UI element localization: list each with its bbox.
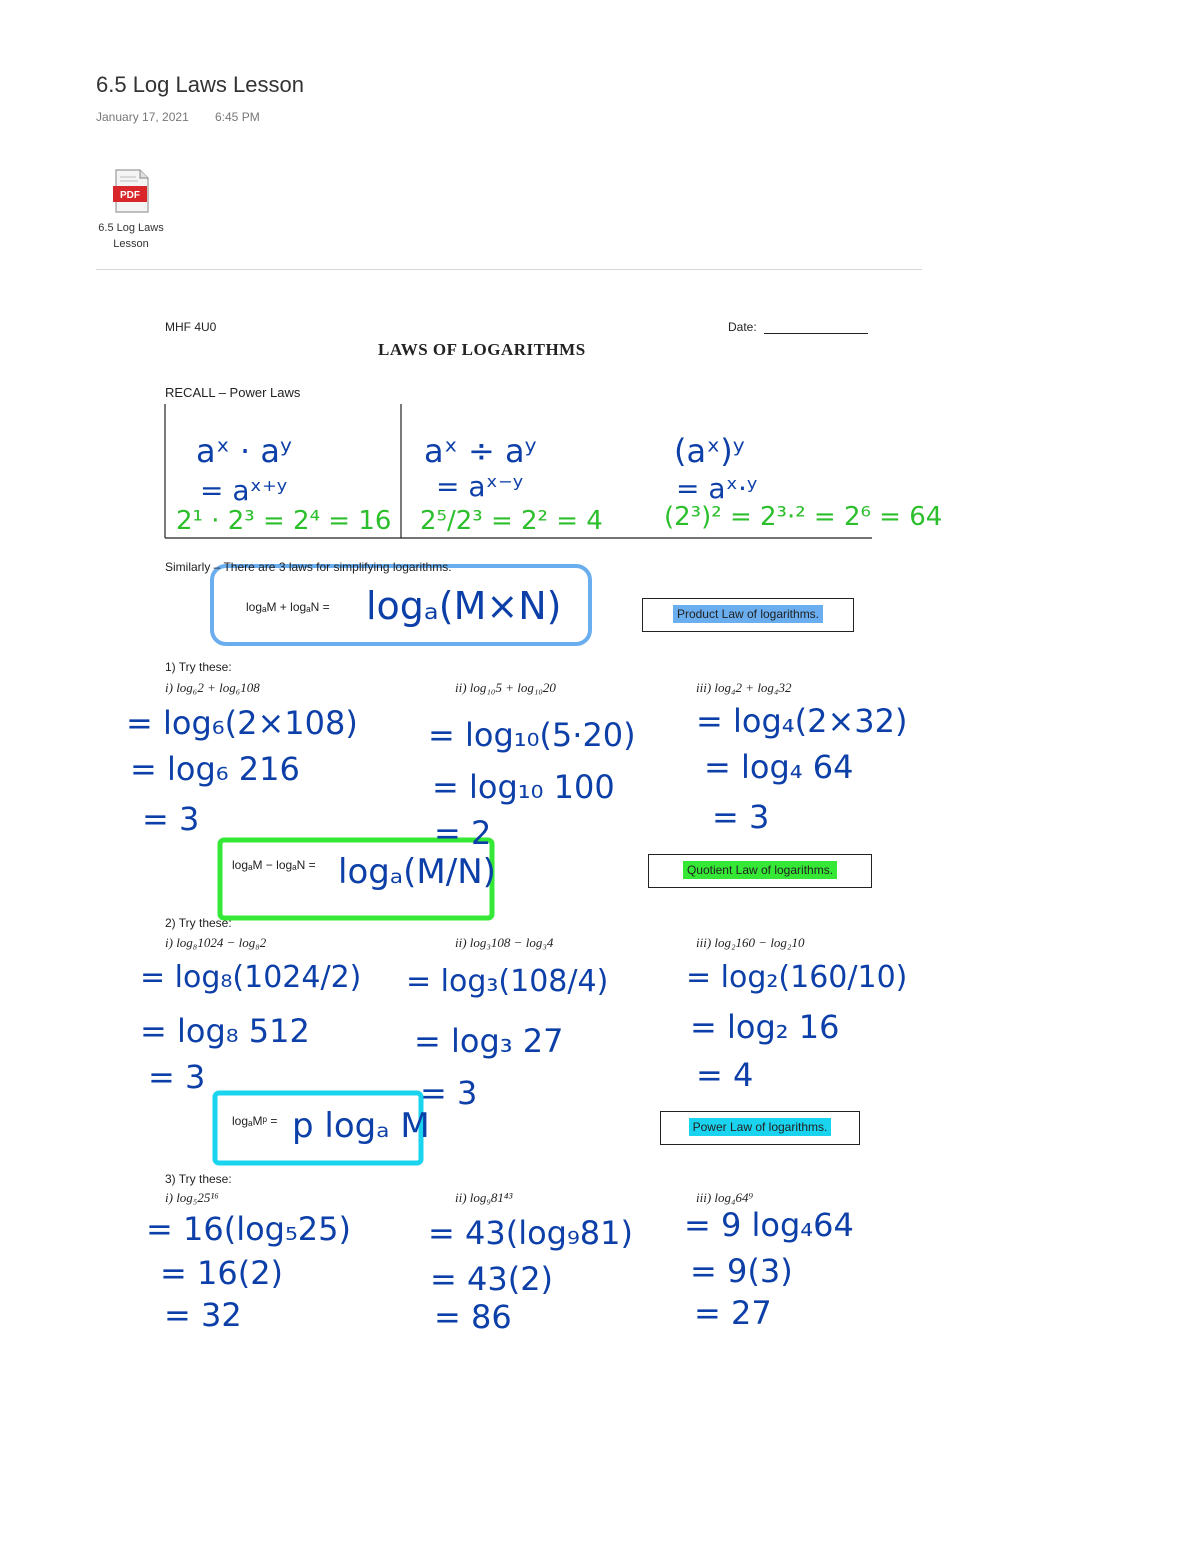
power-law-2-line2: = aˣ⁻ʸ xyxy=(436,470,524,503)
product-law-name: Product Law of logarithms. xyxy=(673,605,823,623)
power-law-3-line1: (aˣ)ʸ xyxy=(674,432,745,470)
work-3-ii-line1: = 43(log₉81) xyxy=(428,1214,633,1252)
quotient-law-name: Quotient Law of logarithms. xyxy=(683,861,837,879)
try-label-2: 2) Try these: xyxy=(165,916,232,930)
worksheet-title: LAWS OF LOGARITHMS xyxy=(378,340,586,359)
quotient-law-answer: logₐ(M/N) xyxy=(338,852,496,892)
work-1-ii-line3: = 2 xyxy=(434,814,492,852)
quotient-law-name-box xyxy=(648,854,872,888)
product-law-answer: logₐ(M×N) xyxy=(366,584,562,628)
work-3-iii-line2: = 9(3) xyxy=(690,1252,793,1290)
work-1-iii-line3: = 3 xyxy=(712,798,770,836)
power-law-2-example: 2⁵/2³ = 2² = 4 xyxy=(420,506,603,536)
page-title: 6.5 Log Laws Lesson xyxy=(96,72,304,97)
problem-2-i: i) log₈1024 − log₈2 xyxy=(165,935,267,950)
work-3-ii-line3: = 86 xyxy=(434,1298,512,1336)
work-1-ii-line1: = log₁₀(5·20) xyxy=(428,716,636,754)
problem-1-i: i) log₆2 + log₆108 xyxy=(165,680,260,695)
work-2-iii-line3: = 4 xyxy=(696,1056,754,1094)
power-law-formula: logₐMᵖ = xyxy=(232,1114,278,1128)
work-1-iii-line2: = log₄ 64 xyxy=(704,748,854,786)
work-1-iii-line1: = log₄(2×32) xyxy=(696,702,908,740)
quotient-law-formula: logₐM − logₐN = xyxy=(232,858,316,872)
work-1-i-line2: = log₆ 216 xyxy=(130,750,300,788)
power-law-answer: p logₐ M xyxy=(292,1106,430,1146)
try-label-1: 1) Try these: xyxy=(165,660,232,674)
work-3-i-line3: = 32 xyxy=(164,1296,242,1334)
work-2-i-line2: = log₈ 512 xyxy=(140,1012,310,1050)
power-law-1-line1: aˣ · aʸ xyxy=(196,432,292,470)
work-2-i-line1: = log₈(1024/2) xyxy=(140,960,362,995)
work-2-ii-line1: = log₃(108/4) xyxy=(406,964,609,999)
product-law-formula: logₐM + logₐN = xyxy=(246,600,330,614)
work-3-iii-line3: = 27 xyxy=(694,1294,772,1332)
similarly-text: Similarly – There are 3 laws for simplifying logarithms. xyxy=(165,560,452,574)
problem-1-iii: iii) log₄2 + log₄32 xyxy=(696,680,792,695)
attachment-name[interactable]: 6.5 Log Laws Lesson xyxy=(98,222,164,250)
pdf-badge: PDF xyxy=(120,190,140,201)
work-3-i-line1: = 16(log₅25) xyxy=(146,1210,351,1248)
work-2-iii-line1: = log₂(160/10) xyxy=(686,960,908,995)
work-3-i-line2: = 16(2) xyxy=(160,1254,284,1292)
work-2-iii-line2: = log₂ 16 xyxy=(690,1008,840,1046)
problem-3-ii: ii) log₉81⁴³ xyxy=(455,1190,513,1205)
work-3-ii-line2: = 43(2) xyxy=(430,1260,554,1298)
work-1-i-line3: = 3 xyxy=(142,800,200,838)
work-2-i-line3: = 3 xyxy=(148,1058,206,1096)
course-code: MHF 4U0 xyxy=(165,320,217,334)
date-label: Date: xyxy=(728,320,757,334)
recall-label: RECALL – Power Laws xyxy=(165,385,301,400)
problem-1-ii: ii) log₁₀5 + log₁₀20 xyxy=(455,680,556,695)
note-date: January 17, 2021 xyxy=(96,110,189,124)
power-law-1-line2: = aˣ⁺ʸ xyxy=(200,474,288,507)
try-label-3: 3) Try these: xyxy=(165,1172,232,1186)
power-law-1-example: 2¹ · 2³ = 2⁴ = 16 xyxy=(176,506,392,536)
problem-2-ii: ii) log₃108 − log₃4 xyxy=(455,935,554,950)
power-law-2-line1: aˣ ÷ aʸ xyxy=(424,432,537,470)
power-law-name: Power Law of logarithms. xyxy=(689,1118,832,1136)
power-law-3-line2: = aˣ·ʸ xyxy=(676,472,758,505)
work-1-ii-line2: = log₁₀ 100 xyxy=(432,768,615,806)
work-1-i-line1: = log₆(2×108) xyxy=(126,704,358,742)
problem-3-iii: iii) log₄64⁹ xyxy=(696,1190,754,1205)
problem-2-iii: iii) log₂160 − log₂10 xyxy=(696,935,805,950)
work-3-iii-line1: = 9 log₄64 xyxy=(684,1206,854,1244)
power-law-3-example: (2³)² = 2³·² = 2⁶ = 64 xyxy=(664,502,943,532)
power-law-name-box xyxy=(660,1111,860,1145)
product-law-name-box xyxy=(642,598,854,632)
work-2-ii-line2: = log₃ 27 xyxy=(414,1022,564,1060)
problem-3-i: i) log₅25¹⁶ xyxy=(165,1190,219,1205)
work-2-ii-line3: = 3 xyxy=(420,1074,478,1112)
note-time: 6:45 PM xyxy=(215,110,260,124)
